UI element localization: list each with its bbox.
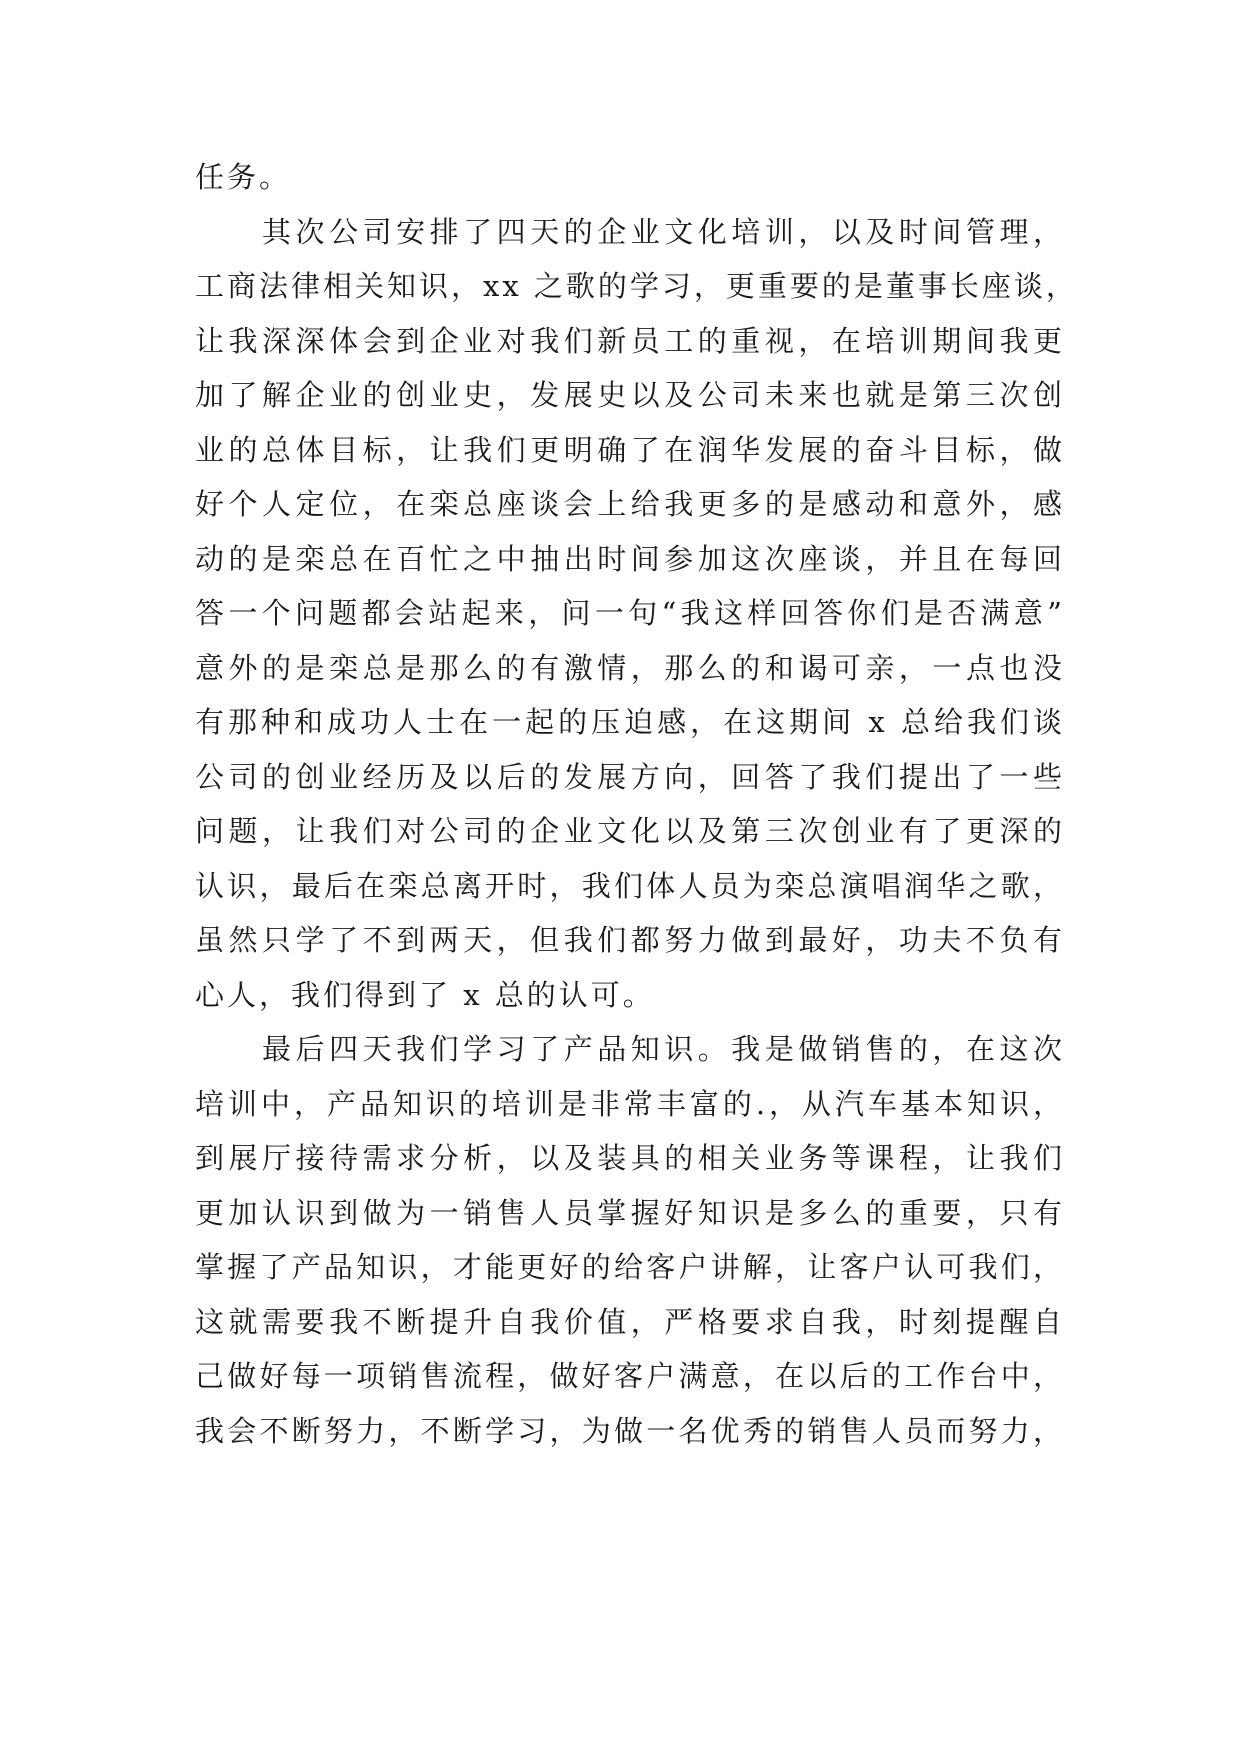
text-line: 虽然只学了不到两天，但我们都努力做到最好，功夫不负有 [195,923,1065,957]
text-line: 认识，最后在栾总离开时，我们体人员为栾总演唱润华之歌， [195,868,1065,903]
text-line: 到展厅接待需求分析，以及装具的相关业务等课程，让我们 [195,1141,1065,1175]
text-line: 动的是栾总在百忙之中抽出时间参加这次座谈，并且在每回 [195,541,1065,576]
text-line: 公司的创业经历及以后的发展方向，回答了我们提出了一些 [195,759,1065,794]
text-line: 我会不断努力，不断学习，为做一名优秀的销售人员而努力， [195,1413,1065,1448]
text-line: 业的总体目标，让我们更明确了在润华发展的奋斗目标，做 [195,432,1065,467]
text-line: 己做好每一项销售流程，做好客户满意，在以后的工作台中， [195,1359,1065,1393]
text-line: 答一个问题都会站起来，问一句“我这样回答你们是否满意” [195,596,1065,630]
text-line: 问题，让我们对公司的企业文化以及第三次创业有了更深的 [195,814,1065,848]
text-line: 让我深深体会到企业对我们新员工的重视，在培训期间我更 [195,323,1065,358]
text-line: 最后四天我们学习了产品知识。我是做销售的，在这次 [195,1032,1065,1066]
text-line: 意外的是栾总是那么的有激情，那么的和谒可亲，一点也没 [195,650,1065,685]
text-line: 好个人定位，在栾总座谈会上给我更多的是感动和意外，感 [195,487,1065,521]
text-line: 掌握了产品知识，才能更好的给客户讲解，让客户认可我们， [195,1250,1065,1284]
body-text [195,150,1078,1458]
text-line: 加了解企业的创业史，发展史以及公司未来也就是第三次创 [195,378,1065,412]
text-line: 这就需要我不断提升自我价值，严格要求自我，时刻提醒自 [195,1304,1065,1339]
text-line: 培训中，产品知识的培训是非常丰富的.，从汽车基本知识， [195,1086,1065,1121]
text-line: 其次公司安排了四天的企业文化培训，以及时间管理， [195,214,1065,249]
text-line: 有那种和成功人士在一起的压迫感，在这期间 x 总给我们谈 [195,705,1065,739]
text-line: 心人，我们得到了 x 总的认可。 [195,977,655,1012]
text-line: 任务。 [195,160,292,194]
text-line: 更加认识到做为一销售人员掌握好知识是多么的重要，只有 [195,1195,1065,1230]
text-line: 工商法律相关知识，xx 之歌的学习，更重要的是董事长座谈， [195,269,1078,303]
